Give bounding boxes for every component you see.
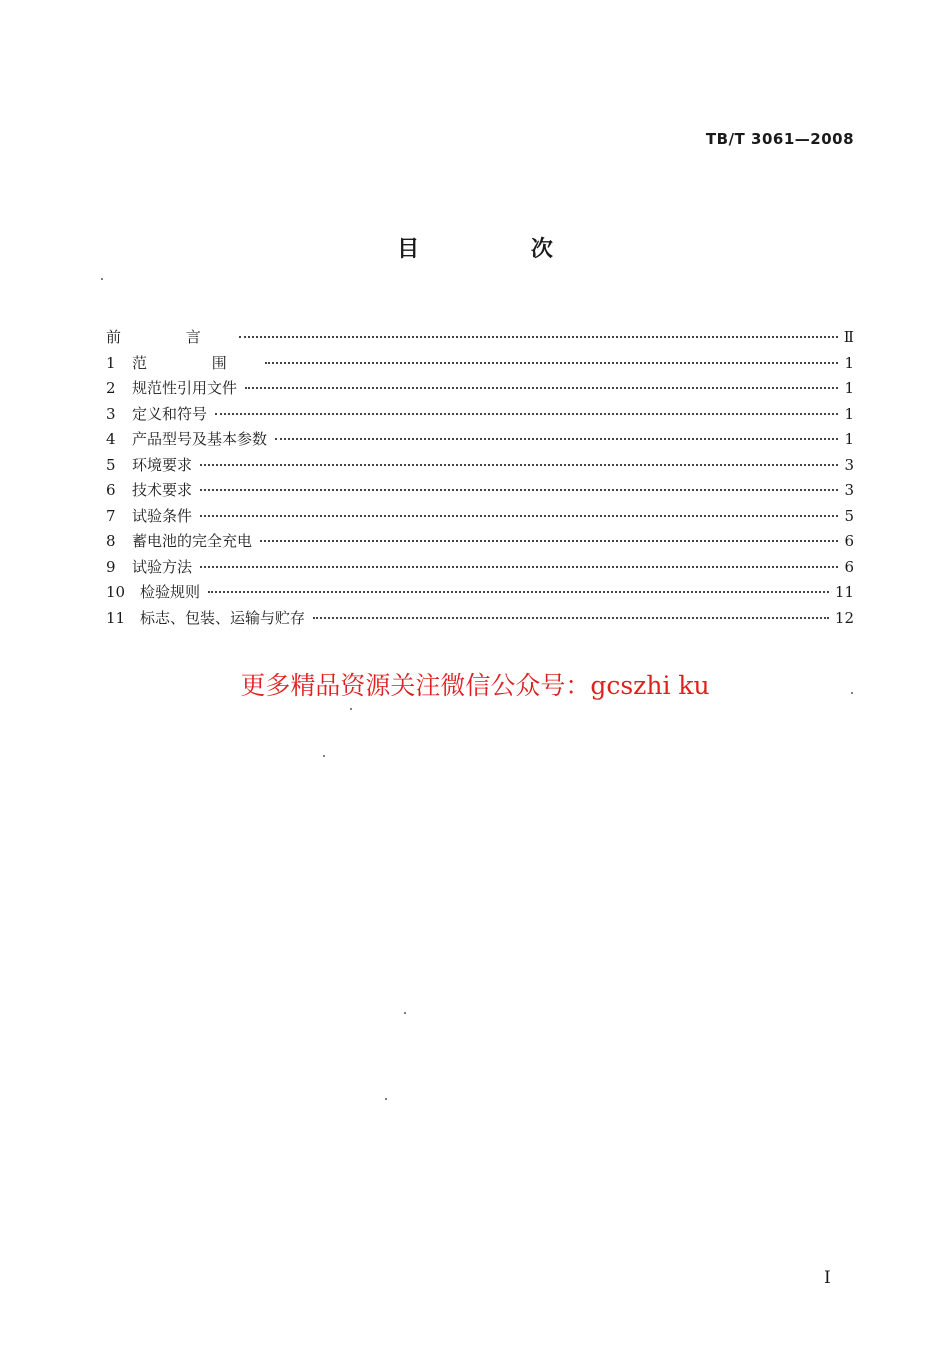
scan-speck bbox=[101, 278, 103, 280]
toc-entry-7[interactable] bbox=[106, 504, 854, 530]
toc-entry-number: 11 bbox=[106, 608, 126, 627]
toc-entry-label: 蓄电池的完全充电 bbox=[132, 532, 253, 550]
toc-entry-number: 4 bbox=[106, 430, 116, 448]
toc-entry-6[interactable] bbox=[106, 478, 854, 504]
toc-entry-label: 技术要求 bbox=[132, 481, 193, 499]
toc-entry-page: 5 bbox=[844, 506, 854, 525]
toc-entry-number: 6 bbox=[106, 481, 116, 499]
toc-entry-10[interactable] bbox=[106, 580, 854, 606]
scan-speck bbox=[323, 755, 325, 757]
toc-leader bbox=[200, 464, 838, 466]
toc-entry-9[interactable] bbox=[106, 555, 854, 581]
toc-entry-number: 7 bbox=[106, 506, 116, 525]
toc-entry-number: 8 bbox=[106, 532, 116, 550]
toc-leader bbox=[239, 336, 838, 338]
toc-entry-4[interactable] bbox=[106, 427, 854, 453]
toc-entry-label: 试验条件 bbox=[132, 506, 193, 525]
toc-entry-label: 标志、包装、运输与贮存 bbox=[140, 608, 306, 627]
toc-entry-page: 3 bbox=[844, 455, 854, 474]
toc-leader bbox=[260, 540, 838, 542]
toc-entry-label: 前 言 bbox=[106, 328, 231, 346]
toc-entry-1[interactable] bbox=[106, 351, 854, 377]
toc-leader bbox=[208, 591, 829, 593]
toc-entry-page: 6 bbox=[844, 532, 854, 550]
page-number: Ⅰ bbox=[824, 1268, 831, 1288]
toc-entry-page: 1 bbox=[844, 404, 854, 423]
scan-speck bbox=[851, 692, 853, 694]
toc-entry-foreword[interactable] bbox=[106, 325, 854, 351]
toc-entry-label: 试验方法 bbox=[132, 557, 193, 576]
toc-entry-8[interactable] bbox=[106, 529, 854, 555]
toc-entry-2[interactable] bbox=[106, 376, 854, 402]
toc-entry-page: 1 bbox=[844, 379, 854, 397]
toc-leader bbox=[215, 413, 838, 415]
watermark-text: 更多精品资源关注微信公众号：gcszhi ku bbox=[240, 671, 710, 700]
toc-entry-number: 3 bbox=[106, 404, 116, 423]
toc-leader bbox=[313, 617, 829, 619]
toc-entry-page: 12 bbox=[834, 608, 854, 627]
toc-entry-number: 9 bbox=[106, 557, 116, 576]
toc-entry-page: 3 bbox=[844, 481, 854, 499]
toc-entry-number: 1 bbox=[106, 353, 116, 372]
toc-entry-page: 1 bbox=[844, 430, 854, 448]
scan-speck bbox=[404, 1012, 406, 1014]
table-of-contents bbox=[106, 325, 854, 631]
toc-entry-page: 11 bbox=[834, 583, 854, 601]
toc-entry-number: 10 bbox=[106, 583, 126, 601]
toc-entry-5[interactable] bbox=[106, 453, 854, 479]
toc-leader bbox=[245, 387, 838, 389]
scan-speck bbox=[385, 1098, 387, 1100]
toc-entry-label: 产品型号及基本参数 bbox=[132, 430, 268, 448]
toc-entry-label: 检验规则 bbox=[140, 583, 201, 601]
scan-speck bbox=[350, 708, 352, 710]
toc-entry-number: 5 bbox=[106, 455, 116, 474]
page-title: 目 次 bbox=[397, 237, 605, 262]
toc-entry-label: 范 围 bbox=[132, 353, 257, 372]
toc-leader bbox=[200, 489, 838, 491]
toc-entry-label: 定义和符号 bbox=[132, 404, 208, 423]
toc-entry-page: Ⅱ bbox=[843, 328, 854, 346]
document-code: TB/T 3061—2008 bbox=[705, 130, 854, 148]
toc-leader bbox=[200, 515, 838, 517]
toc-entry-page: 1 bbox=[844, 353, 854, 372]
toc-leader bbox=[200, 566, 838, 568]
toc-entry-page: 6 bbox=[844, 557, 854, 576]
toc-entry-3[interactable] bbox=[106, 402, 854, 428]
toc-leader bbox=[275, 438, 838, 440]
toc-entry-number: 2 bbox=[106, 379, 116, 397]
toc-entry-label: 规范性引用文件 bbox=[132, 379, 238, 397]
toc-entry-label: 环境要求 bbox=[132, 455, 193, 474]
toc-leader bbox=[265, 362, 838, 364]
toc-entry-11[interactable] bbox=[106, 606, 854, 632]
